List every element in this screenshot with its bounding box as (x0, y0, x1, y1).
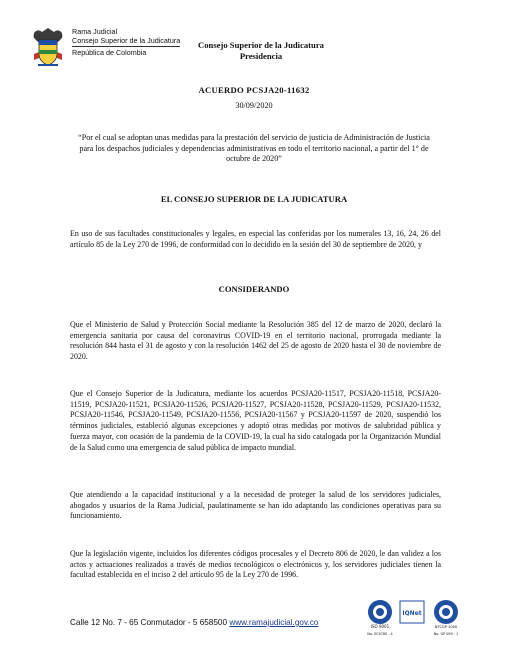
preamble-paragraph: En uso de sus facultades constitucionales y legales, en especial las conferidas por los numerales 13, 16, 24, 26 del artículo 85 de la Ley 270 de 1996, de conformidad con lo decidido en la sesión del 30 de septiembre de 2020, y (70, 229, 441, 249)
iso-label: ISO 9001 (370, 624, 390, 629)
footer-address: Calle 12 No. 7 - 65 Conmutador - 5 658500 (70, 618, 228, 627)
iso-number: No. SC5780 - 4 (367, 632, 393, 636)
colombia-coat-of-arms-logo (30, 24, 66, 68)
considerando-heading: CONSIDERANDO (218, 284, 290, 294)
iqnet-label: IQNet (402, 610, 422, 617)
institution-line-3: República de Colombia (72, 48, 147, 58)
header-divider (72, 46, 180, 47)
considerando-paragraph-1: Que el Ministerio de Salud y Protección Social mediante la Resolución 385 del 12 de marzo de 2020, declaró la emergencia sanitaria por causa del coronavirus COVID-19 en el territorio nacional, prorrogada mediante la resolución 844 hasta el 31 de agosto y con la resolución 1462 del 25 de agosto de 2020 hasta el 30 de noviembre de 2020. (70, 320, 441, 362)
institution-block (72, 27, 180, 58)
footer-website-link[interactable]: www.ramajudicial.gov.co (229, 618, 319, 627)
council-header (186, 40, 336, 61)
council-office: Presidencia (239, 50, 283, 61)
considerando-paragraph-2: Que el Consejo Superior de la Judicatura, mediante los acuerdos PCSJA20-11517, PCSJA20-11518, PCSJA20-11519, PCSJA20-11521, PCSJA20-11526, PCSJA20-11527, PCSJA20-11528, PCSJA20-11529, PCSJA20-11532, PCSJA20-11546, PCSJA20-11549, PCSJA20-11556, PCSJA20-11567 y PCSJA20-11597 de 2020, suspendió los términos judiciales, estableció algunas excepciones y adoptó otras medidas por motivos de salubridad pública y fuerza mayor, con ocasión de la pandemia de la COVID-19, la cual ha sido catalogada por la Organización Mundial de la Salud como una emergencia de salud pública de impacto mundial. (70, 389, 441, 452)
ntcgp-number: No. GP 059 - 1 (433, 632, 459, 636)
council-name: Consejo Superior de la Judicatura (198, 40, 324, 50)
certification-logos (366, 597, 462, 639)
iqnet-badge (400, 601, 424, 623)
institution-line-1: Rama Judicial (72, 27, 118, 36)
institution-line-2: Consejo Superior de la Judicatura (72, 36, 181, 46)
considerando-paragraph-4: Que la legislación vigente, incluidos los diferentes códigos procesales y el Decreto 806 de 2020, le dan validez a los actos y actuaciones realizados a través de medios tecnológicos o electrónicos y, los servidores judiciales tienen la facultad establecida en el inciso 2 del artículo 95 de la Ley 270 de 1996. (70, 549, 441, 580)
ntcgp-1000-badge (434, 600, 458, 636)
issuer-heading: EL CONSEJO SUPERIOR DE LA JUDICATURA (160, 194, 348, 204)
footer-contact (70, 618, 318, 627)
ntcgp-label: NTCGP 1000 (434, 625, 458, 629)
acuerdo-id: ACUERDO PCSJA20-11632 (198, 85, 310, 95)
document-title: “Por el cual se adoptan unas medidas para la prestación del servicio de justicia de Administración de Justicia para los despachos judiciales y dependencias administrativas en todo el territorio nacional, a partir del 1° de octubre de 2020” (78, 133, 430, 164)
considerando-paragraph-3: Que atendiendo a la capacidad institucional y a la necesidad de proteger la salud de los servidores judiciales, abogados y usuarios de la Rama Judicial, paulatinamente se han ido adaptando las condiciones operativas para su funcionamiento. (70, 490, 441, 521)
document-date: 30/09/2020 (235, 101, 273, 110)
iso-9001-badge (367, 600, 392, 636)
